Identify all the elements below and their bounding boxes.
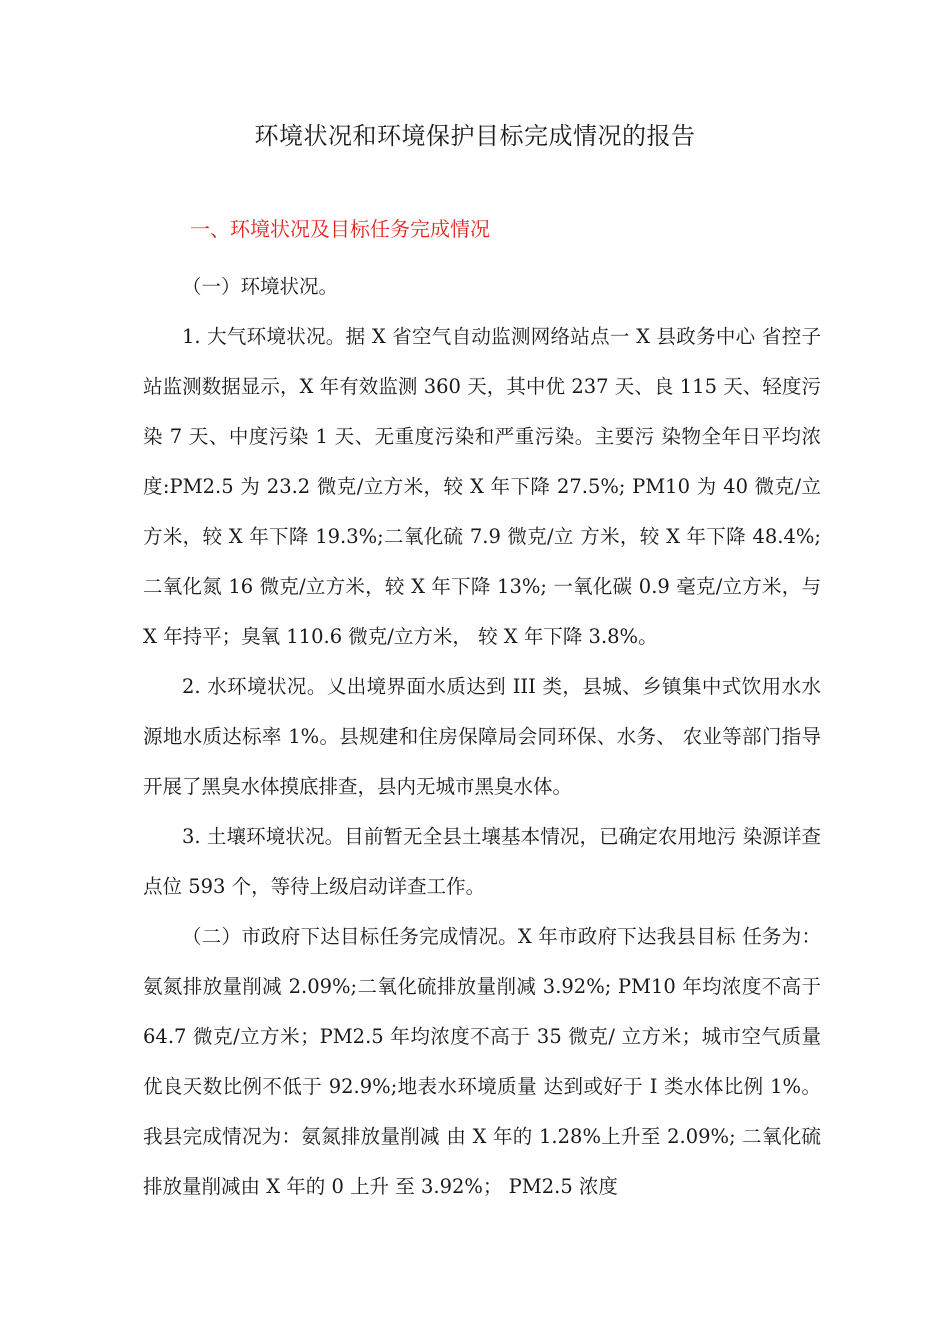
subsection-heading-environment: （一）环境状况。 — [182, 275, 339, 298]
document-body — [143, 262, 821, 1212]
paragraph-air-environment: 1. 大气环境状况。据 X 省空气自动监测网络站点一 X 县政务中心 省控子站监测数据显示，X 年有效监测 360 天，其中优 237 天、良 115 天、轻度污染 7 天、中度污染 1 天、无重度污染和严重污染。主要污 染物全年日平均浓度:PM2.5 为 23.2 微克/立方米，较 X 年下降 27.5%; PM10 为 40 微克/立方米，较 X 年下降 19.3%;二氧化硫 7.9 微克/立 方米，较 X 年下降 48.4%;二氧化氮 16 微克/立方米，较 X 年下降 13%; 一氧化碳 0.9 毫克/立方米，与 X 年持平；臭氧 110.6 微克/立方米， 较 X 年下降 3.8%。 — [143, 325, 821, 648]
paragraph-targets: （二）市政府下达目标任务完成情况。X 年市政府下达我县目标 任务为：氨氮排放量削减 2.09%;二氧化硫排放量削减 3.92%; PM10 年均浓度不高于 64.7 微克/立方米；PM2.5 年均浓度不高于 35 微克/ 立方米；城市空气质量优良天数比例不低于 92.9%;地表水环境质量 达到或好于 I 类水体比例 1%。我县完成情况为：氨氮排放量削减 由 X 年的 1.28%上升至 2.09%; 二氧化硫排放量削减由 X 年的 0 上升 至 3.92%； PM2.5 浓度 — [143, 925, 821, 1198]
section-heading: 一、环境状况及目标任务完成情况 — [190, 217, 490, 241]
paragraph-soil-environment: 3. 土壤环境状况。目前暂无全县土壤基本情况，已确定农用地污 染源详查点位 593 个，等待上级启动详查工作。 — [143, 825, 821, 898]
document-title: 环境状况和环境保护目标完成情况的报告 — [254, 122, 696, 150]
paragraph-water-environment: 2. 水环境状况。乂出境界面水质达到 III 类，县城、乡镇集中式饮用水水源地水质达标率 1%。县规建和住房保障局会同环保、水务、 农业等部门指导开展了黑臭水体摸底排查，县内无城市黑臭水体。 — [143, 675, 821, 798]
